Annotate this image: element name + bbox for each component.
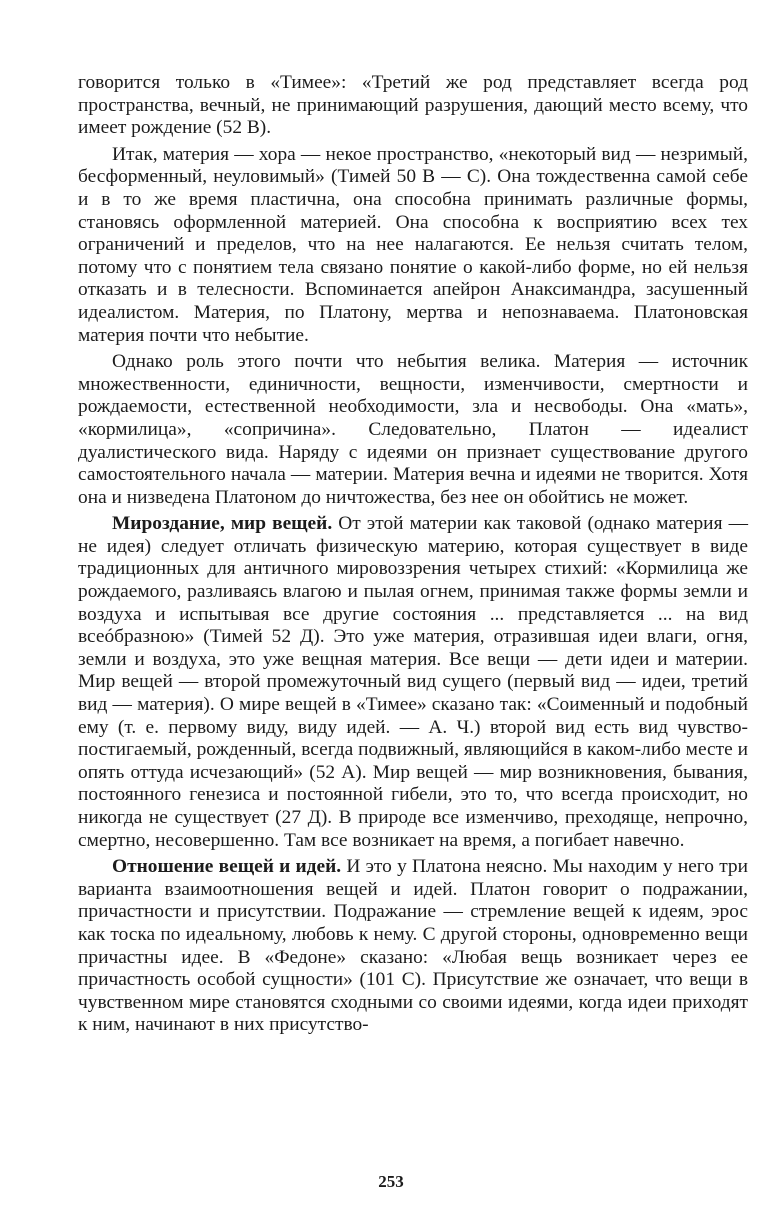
section-heading-world-of-things: Мироздание, мир вещей. — [112, 513, 333, 535]
paragraph-5 — [78, 856, 748, 1037]
paragraph-1-text: говорится только в «Тимее»: «Третий же род представляет всегда род пространства, вечный, не принимающий разрушения, дающий место всему, что имеет рождение (52 В). — [78, 72, 748, 139]
paragraph-3-text: Однако роль этого почти что небытия велика. Материя — источник множественности, единичности, вещности, изменчивости, смертности и рождаемости, естественной необходимости, зла и несвободы. Она «мать», «кормилица», «сопричина». Следовательно, Платон — идеалист дуалистического вида. Наряду с идеями он признает существование другого самостоятельного начала — материи. Материя вечна и идеями не творится. Хотя она и низведена Платоном до ничтожества, без нее он обойтись не может. — [78, 351, 748, 508]
paragraph-4 — [78, 513, 748, 852]
page-body — [78, 72, 748, 1037]
paragraph-2 — [78, 144, 748, 347]
paragraph-5-text: И это у Платона неясно. Мы находим у него три варианта взаимоотношения вещей и идей. Платон говорит о подражании, причастности и присутствии. Подражание — стремление вещей к идеям, эрос как тоска по идеальному, любовь к нему. С другой стороны, одновременно вещи причастны идее. В «Федоне» сказано: «Любая вещь возникает через ее причастность особой сущности» (101 С). Присутствие же означает, что вещи в чувственном мире становятся сходными со своими идеями, когда идеи приходят к ним, начинают в них присутство- — [78, 856, 748, 1036]
paragraph-2-text: Итак, материя — хора — некое пространство, «некоторый вид — незримый, бесформенный, неуловимый» (Тимей 50 В — С). Она тождественна самой себе и в то же время пластична, она способна принимать различные формы, становясь оформленной материей. Она способна к восприятию всех тех ограничений и пределов, что на нее налагаются. Ее нельзя считать телом, потому что с понятием тела связано понятие о какой-либо форме, но ей нельзя отказать и в телесности. Вспоминается апейрон Анаксимандра, засушенный идеалистом. Материя, по Платону, мертва и непознаваема. Платоновская материя почти что небытие. — [78, 143, 748, 346]
paragraph-4-text: От этой материи как таковой (однако материя — не идея) следует отличать физическую материю, которая существует в виде традиционных для античного мировоззрения четырех стихий: «Кормилица же рождаемого, разливаясь влагою и пылая огнем, принимая также формы земли и воздуха и испытывая все другие состояния ... представляется ... на вид всеóбразною» (Тимей 52 Д). Это уже материя, отразившая идеи влаги, огня, земли и воздуха, это уже вещная материя. Все вещи — дети идеи и материи. Мир вещей — второй промежуточный вид сущего (первый вид — идеи, третий вид — материя). О мире вещей в «Тимее» сказано так: «Соименный и подобный ему (т. е. первому виду, виду идей. — А. Ч.) второй вид есть вид чувство-постигаемый, рожденный, всегда подвижный, являющийся в каком-либо месте и опять оттуда исчезающий» (52 А). Мир вещей — мир возникновения, бывания, постоянного генезиса и постоянной гибели, это то, что всегда происходит, но никогда не существует (27 Д). В природе все изменчиво, преходяще, непрочно, смертно, несовершенно. Там все возникает на время, а погибает навечно. — [78, 513, 748, 851]
paragraph-3 — [78, 351, 748, 509]
paragraph-1 — [78, 72, 748, 140]
section-heading-things-and-ideas: Отношение вещей и идей. — [112, 856, 342, 878]
page-number: 253 — [378, 1172, 404, 1191]
